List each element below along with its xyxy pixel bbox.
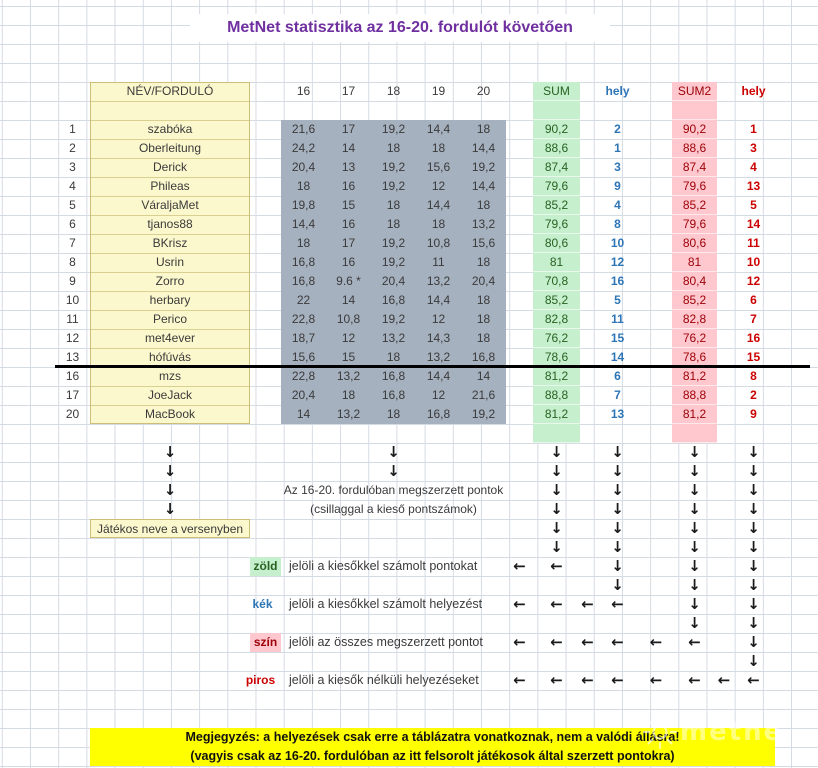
header-sum2[interactable]: SUM2 (677, 84, 712, 98)
legend-text-szin: jelöli az összes megszerzett pontot (289, 635, 483, 649)
legend-key-szin: szín (250, 633, 281, 652)
down-arrow-icon: ↓ (550, 443, 563, 461)
cell-score[interactable]: 14,4 (426, 198, 451, 212)
cell-sum[interactable]: 78,6 (544, 350, 569, 364)
cell-hely-blue[interactable]: 14 (610, 350, 625, 364)
cell-score[interactable]: 19,2 (381, 160, 406, 174)
cell-score[interactable]: 19,8 (291, 198, 316, 212)
down-arrow-icon: ↓ (163, 500, 177, 518)
cell-sum2[interactable]: 78,6 (682, 350, 707, 364)
down-arrow-icon: ↓ (747, 633, 760, 651)
down-arrow-icon: ↓ (387, 462, 400, 480)
cell-sum2[interactable]: 85,2 (682, 293, 707, 307)
cell-score[interactable]: 13,2 (471, 217, 496, 231)
header-round-18[interactable]: 18 (386, 84, 401, 98)
metnet-watermark (642, 714, 783, 750)
cell-hely-blue[interactable]: 5 (614, 293, 621, 307)
left-arrow-icon: ← (581, 633, 594, 651)
cell-hely-blue[interactable]: 4 (614, 198, 621, 212)
cell-player-name[interactable]: Perico (152, 312, 187, 326)
cell-score[interactable]: 15,6 (471, 236, 496, 250)
cell-sum2[interactable]: 79,6 (682, 179, 707, 193)
cell-score[interactable]: 19,2 (381, 236, 406, 250)
left-arrow-icon: ← (747, 671, 760, 689)
cell-score[interactable]: 24,2 (291, 141, 316, 155)
cell-player-name[interactable]: met4ever (144, 331, 196, 345)
cell-sum[interactable]: 87,4 (544, 160, 569, 174)
cell-sum2[interactable]: 79,6 (682, 217, 707, 231)
sun-icon (642, 714, 678, 750)
legend-key-piros: piros (245, 673, 276, 687)
cell-score[interactable]: 20,4 (381, 274, 406, 288)
cell-hely-red[interactable]: 14 (746, 217, 761, 231)
cell-sum2[interactable]: 81,2 (682, 407, 707, 421)
cell-score[interactable]: 16,8 (381, 388, 406, 402)
cell-sum2[interactable]: 85,2 (682, 198, 707, 212)
cell-player-name[interactable]: MacBook (144, 407, 196, 421)
down-arrow-icon: ↓ (611, 443, 624, 461)
footnote-line2: (vagyis csak az 16-20. fordulóban az itt felsorolt játékosok által szerzett pontokra) (190, 749, 675, 763)
down-arrow-icon: ↓ (163, 481, 177, 499)
points-note-line2: (csillaggal a kieső pontszámok) (310, 502, 477, 516)
cell-score[interactable]: 19,2 (381, 255, 406, 269)
cell-score[interactable]: 10,8 (336, 312, 361, 326)
cell-hely-blue[interactable]: 15 (610, 331, 625, 345)
down-arrow-icon: ↓ (163, 443, 177, 461)
cell-score[interactable]: 22 (296, 293, 311, 307)
cell-score[interactable]: 14,3 (426, 331, 451, 345)
cell-sum[interactable]: 85,2 (544, 198, 569, 212)
left-arrow-icon: ← (513, 595, 526, 613)
down-arrow-icon: ↓ (611, 576, 624, 594)
row-number[interactable]: 7 (69, 236, 76, 250)
cell-score[interactable]: 18 (296, 179, 311, 193)
cell-score[interactable]: 18 (296, 236, 311, 250)
cell-score[interactable]: 21,6 (291, 122, 316, 136)
down-arrow-icon: ↓ (747, 462, 760, 480)
cell-hely-red[interactable]: 13 (746, 179, 761, 193)
left-arrow-icon: ← (513, 633, 526, 651)
cell-score[interactable]: 11 (432, 255, 445, 269)
cell-score[interactable]: 22,8 (291, 369, 316, 383)
row-number[interactable]: 9 (69, 274, 76, 288)
left-arrow-icon: ← (581, 671, 594, 689)
cell-score[interactable]: 14,4 (291, 217, 316, 231)
cell-sum2[interactable]: 88,6 (682, 141, 707, 155)
cell-hely-red[interactable]: 8 (750, 369, 757, 383)
cell-score[interactable]: 18 (386, 217, 401, 231)
cell-sum2[interactable]: 90,2 (682, 122, 707, 136)
cell-score[interactable]: 18 (476, 198, 491, 212)
cell-hely-red[interactable]: 15 (746, 350, 761, 364)
cell-score[interactable]: 16 (341, 255, 356, 269)
down-arrow-icon: ↓ (747, 519, 760, 537)
cell-player-name[interactable]: szabóka (147, 122, 193, 136)
cell-hely-red[interactable]: 6 (750, 293, 757, 307)
row-number[interactable]: 1 (69, 122, 76, 136)
cell-score[interactable]: 14,4 (426, 293, 451, 307)
cell-score[interactable]: 9.6 * (336, 274, 361, 288)
down-arrow-icon: ↓ (550, 500, 563, 518)
cell-score[interactable]: 17 (341, 236, 356, 250)
header-sum[interactable]: SUM (543, 84, 570, 98)
down-arrow-icon: ↓ (550, 519, 563, 537)
cell-sum[interactable]: 88,8 (544, 388, 569, 402)
left-arrow-icon: ← (688, 633, 701, 651)
cell-sum2[interactable]: 82,8 (682, 312, 707, 326)
player-name-label: Játékos neve a versenyben (90, 519, 250, 538)
cell-sum[interactable]: 81 (549, 255, 564, 269)
cell-score[interactable]: 13,2 (426, 350, 451, 364)
cell-sum[interactable]: 81,2 (544, 407, 569, 421)
points-note-line1: Az 16-20. fordulóban megszerzett pontok (283, 483, 504, 497)
row-number[interactable]: 16 (65, 369, 80, 383)
down-arrow-icon: ↓ (688, 557, 701, 575)
legend-key-kek: kék (252, 597, 273, 611)
left-arrow-icon: ← (649, 633, 663, 651)
cell-score[interactable]: 19,2 (471, 407, 496, 421)
cell-sum2[interactable]: 81 (687, 255, 702, 269)
down-arrow-icon: ↓ (688, 481, 701, 499)
left-arrow-icon: ← (581, 595, 594, 613)
left-arrow-icon: ← (550, 671, 563, 689)
cell-score[interactable]: 13,2 (426, 274, 451, 288)
down-arrow-icon: ↓ (611, 462, 624, 480)
left-arrow-icon: ← (611, 633, 624, 651)
left-arrow-icon: ← (550, 633, 563, 651)
row-number[interactable]: 20 (65, 407, 80, 421)
down-arrow-icon: ↓ (611, 481, 624, 499)
cell-score[interactable]: 20,4 (291, 160, 316, 174)
cell-hely-blue[interactable]: 10 (610, 236, 625, 250)
down-arrow-icon: ↓ (611, 519, 624, 537)
row-number[interactable]: 6 (69, 217, 76, 231)
cell-sum[interactable]: 88,6 (544, 141, 569, 155)
cell-player-name[interactable]: JoeJack (147, 388, 193, 402)
cell-score[interactable]: 15,6 (426, 160, 451, 174)
cell-hely-red[interactable]: 12 (746, 274, 761, 288)
cell-hely-blue[interactable]: 3 (614, 160, 621, 174)
header-hely-red[interactable]: hely (741, 84, 766, 98)
legend-key-zold: zöld (250, 557, 281, 576)
down-arrow-icon: ↓ (688, 500, 701, 518)
down-arrow-icon: ↓ (688, 462, 701, 480)
cell-hely-red[interactable]: 10 (746, 255, 761, 269)
cell-score[interactable]: 14,4 (426, 369, 451, 383)
cell-sum2[interactable]: 81,2 (682, 369, 707, 383)
cell-hely-blue[interactable]: 2 (614, 122, 621, 136)
cell-hely-blue[interactable]: 11 (611, 312, 624, 326)
row-number[interactable]: 12 (65, 331, 80, 345)
cell-hely-red[interactable]: 2 (750, 388, 757, 402)
cell-sum2[interactable]: 87,4 (682, 160, 707, 174)
cell-score[interactable]: 19,2 (381, 122, 406, 136)
row-number[interactable]: 3 (69, 160, 76, 174)
down-arrow-icon: ↓ (163, 462, 177, 480)
cell-score[interactable]: 19,2 (381, 312, 406, 326)
cell-score[interactable]: 16,8 (291, 255, 316, 269)
cell-score[interactable]: 18 (476, 331, 491, 345)
cell-hely-blue[interactable]: 9 (614, 179, 621, 193)
cell-score[interactable]: 10,8 (426, 236, 451, 250)
cell-score[interactable]: 14,4 (471, 141, 496, 155)
legend-text-kek: jelöli a kiesőkkel számolt helyezést (289, 597, 483, 611)
cell-player-name[interactable]: Usrin (155, 255, 184, 269)
header-round-17[interactable]: 17 (341, 84, 356, 98)
cell-hely-red[interactable]: 4 (750, 160, 757, 174)
cell-sum[interactable]: 81,2 (544, 369, 569, 383)
cell-score[interactable]: 16,8 (426, 407, 451, 421)
down-arrow-icon: ↓ (747, 614, 760, 632)
down-arrow-icon: ↓ (688, 595, 701, 613)
row-number[interactable]: 4 (69, 179, 76, 193)
cell-score[interactable]: 14 (341, 141, 356, 155)
cell-score[interactable]: 16,8 (291, 274, 316, 288)
left-arrow-icon: ← (717, 671, 731, 689)
cell-score[interactable]: 12 (431, 312, 446, 326)
header-nev-fordulo[interactable]: NÉV/FORDULÓ (126, 84, 214, 98)
cell-hely-red[interactable]: 5 (750, 198, 757, 212)
cell-hely-red[interactable]: 7 (750, 312, 757, 326)
cell-score[interactable]: 18 (476, 293, 491, 307)
cell-score[interactable]: 13 (341, 160, 356, 174)
down-arrow-icon: ↓ (747, 557, 760, 575)
cell-hely-blue[interactable]: 8 (614, 217, 621, 231)
down-arrow-icon: ↓ (688, 576, 701, 594)
cell-sum[interactable]: 70,8 (544, 274, 569, 288)
cell-score[interactable]: 20,4 (291, 388, 316, 402)
cell-hely-red[interactable]: 9 (750, 407, 757, 421)
cell-sum[interactable]: 79,6 (544, 179, 569, 193)
cell-score[interactable]: 14,4 (426, 122, 451, 136)
cell-score[interactable]: 18 (476, 312, 491, 326)
row-number[interactable]: 11 (66, 312, 79, 326)
cell-player-name[interactable]: hófúvás (148, 350, 192, 364)
cell-player-name[interactable]: Oberleitung (138, 141, 202, 155)
cell-score[interactable]: 18 (476, 255, 491, 269)
cell-score[interactable]: 14 (341, 293, 356, 307)
row-number[interactable]: 2 (69, 141, 76, 155)
cell-player-name[interactable]: tjanos88 (147, 217, 193, 231)
cell-score[interactable]: 19,2 (381, 179, 406, 193)
cell-sum2[interactable]: 80,6 (682, 236, 707, 250)
cutoff-line (55, 365, 810, 368)
cell-player-name[interactable]: VáraljaMet (141, 198, 199, 212)
cell-score[interactable]: 17 (341, 122, 356, 136)
left-arrow-icon: ← (649, 671, 663, 689)
cell-score[interactable]: 18 (431, 141, 446, 155)
header-round-20[interactable]: 20 (476, 84, 491, 98)
row-number[interactable]: 8 (69, 255, 76, 269)
cell-sum2[interactable]: 80,4 (682, 274, 707, 288)
cell-hely-red[interactable]: 11 (747, 236, 760, 250)
cell-score[interactable]: 15 (341, 198, 356, 212)
cell-score[interactable]: 12 (341, 331, 356, 345)
cell-sum[interactable]: 76,2 (544, 331, 569, 345)
down-arrow-icon: ↓ (747, 652, 760, 670)
cell-hely-blue[interactable]: 6 (614, 369, 621, 383)
cell-score[interactable]: 16 (341, 179, 356, 193)
left-arrow-icon: ← (611, 671, 624, 689)
cell-score[interactable]: 12 (431, 388, 446, 402)
cell-score[interactable]: 18 (341, 388, 356, 402)
down-arrow-icon: ↓ (550, 462, 563, 480)
cell-score[interactable]: 15,6 (291, 350, 316, 364)
cell-score[interactable]: 22,8 (291, 312, 316, 326)
down-arrow-icon: ↓ (688, 519, 701, 537)
row-number[interactable]: 5 (69, 198, 76, 212)
cell-sum[interactable]: 90,2 (544, 122, 569, 136)
cell-score[interactable]: 14 (296, 407, 311, 421)
cell-hely-blue[interactable]: 12 (610, 255, 625, 269)
down-arrow-icon: ↓ (747, 481, 760, 499)
footnote-line1: Megjegyzés: a helyezések csak erre a táblázatra vonatkoznak, nem a valódi állásra! (185, 730, 680, 744)
cell-player-name[interactable]: Derick (152, 160, 187, 174)
down-arrow-icon: ↓ (387, 443, 400, 461)
down-arrow-icon: ↓ (550, 481, 563, 499)
cell-score[interactable]: 21,6 (471, 388, 496, 402)
cell-sum[interactable]: 85,2 (544, 293, 569, 307)
cell-score[interactable]: 13,2 (381, 331, 406, 345)
down-arrow-icon: ↓ (747, 576, 760, 594)
cell-hely-blue[interactable]: 7 (614, 388, 621, 402)
page-title: MetNet statisztika az 16-20. fordulót követően (190, 14, 610, 42)
cell-score[interactable]: 13,2 (336, 407, 361, 421)
header-hely-blue[interactable]: hely (605, 84, 630, 98)
watermark-text: metne (680, 717, 784, 747)
cell-score[interactable]: 13,2 (336, 369, 361, 383)
cell-player-name[interactable]: Zorro (155, 274, 185, 288)
cell-score[interactable]: 18 (386, 198, 401, 212)
cell-score[interactable]: 18 (386, 141, 401, 155)
down-arrow-icon: ↓ (550, 538, 563, 556)
cell-player-name[interactable]: herbary (149, 293, 191, 307)
cell-player-name[interactable]: mzs (159, 369, 181, 383)
down-arrow-icon: ↓ (688, 614, 701, 632)
header-round-16[interactable]: 16 (296, 84, 311, 98)
cell-player-name[interactable]: Phileas (150, 179, 190, 193)
cell-hely-blue[interactable]: 1 (614, 141, 621, 155)
cell-score[interactable]: 18,7 (291, 331, 316, 345)
down-arrow-icon: ↓ (747, 443, 760, 461)
cell-hely-blue[interactable]: 16 (610, 274, 625, 288)
cell-player-name[interactable]: BKrisz (152, 236, 188, 250)
cell-sum[interactable]: 80,6 (544, 236, 569, 250)
cell-hely-red[interactable]: 3 (750, 141, 757, 155)
cell-score[interactable]: 20,4 (471, 274, 496, 288)
cell-hely-blue[interactable]: 13 (610, 407, 625, 421)
cell-score[interactable]: 16 (341, 217, 356, 231)
down-arrow-icon: ↓ (688, 443, 701, 461)
cell-sum2[interactable]: 76,2 (682, 331, 707, 345)
down-arrow-icon: ↓ (747, 500, 760, 518)
row-number[interactable]: 17 (65, 388, 80, 402)
legend-text-piros: jelöli a kiesők nélküli helyezéseket (289, 673, 479, 687)
header-round-19[interactable]: 19 (431, 84, 446, 98)
cell-score[interactable]: 14 (476, 369, 491, 383)
left-arrow-icon: ← (513, 557, 526, 575)
left-arrow-icon: ← (611, 595, 624, 613)
left-arrow-icon: ← (688, 671, 701, 689)
down-arrow-icon: ↓ (611, 500, 624, 518)
row-number[interactable]: 13 (65, 350, 80, 364)
left-arrow-icon: ← (550, 557, 563, 575)
down-arrow-icon: ↓ (747, 595, 760, 613)
cell-hely-red[interactable]: 16 (746, 331, 761, 345)
left-arrow-icon: ← (513, 671, 526, 689)
cell-score[interactable]: 14,4 (471, 179, 496, 193)
cell-score[interactable]: 16,8 (381, 369, 406, 383)
down-arrow-icon: ↓ (611, 557, 624, 575)
left-arrow-icon: ← (550, 595, 563, 613)
down-arrow-icon: ↓ (747, 538, 760, 556)
cell-sum[interactable]: 82,8 (544, 312, 569, 326)
legend-text-zold: jelöli a kiesőkkel számolt pontokat (289, 559, 478, 573)
cell-score[interactable]: 12 (431, 179, 446, 193)
cell-sum2[interactable]: 88,8 (682, 388, 707, 402)
cell-score[interactable]: 18 (386, 407, 401, 421)
cell-score[interactable]: 18 (431, 217, 446, 231)
cell-score[interactable]: 16,8 (471, 350, 496, 364)
cell-sum[interactable]: 79,6 (544, 217, 569, 231)
cell-score[interactable]: 18 (476, 122, 491, 136)
cell-hely-red[interactable]: 1 (750, 122, 757, 136)
cell-score[interactable]: 15 (341, 350, 356, 364)
down-arrow-icon: ↓ (611, 538, 624, 556)
cell-score[interactable]: 16,8 (381, 293, 406, 307)
cell-score[interactable]: 18 (386, 350, 401, 364)
down-arrow-icon: ↓ (688, 538, 701, 556)
row-number[interactable]: 10 (65, 293, 80, 307)
cell-score[interactable]: 19,2 (471, 160, 496, 174)
